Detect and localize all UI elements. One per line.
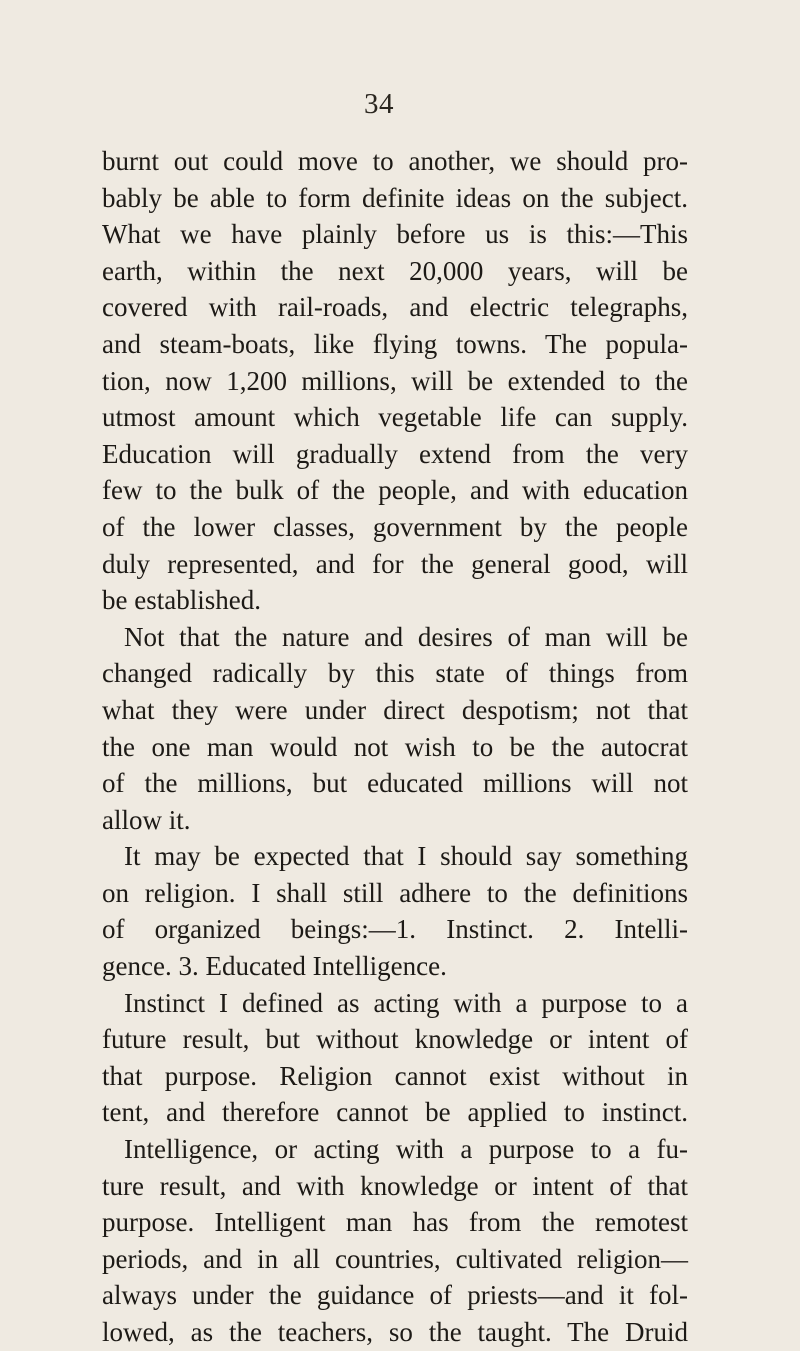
text-line: tent, and therefore cannot be applied to instinct. [102, 1097, 688, 1128]
text-line: lowed, as the teachers, so the taught. The Druid [102, 1317, 688, 1347]
text-line: be established. [102, 585, 261, 616]
text-line: duly represented, and for the general good, will [102, 548, 688, 579]
text-line: ture result, and with knowledge or intent of that [102, 1170, 688, 1201]
text-line: that purpose. Religion cannot exist without in [102, 1060, 688, 1091]
text-line: on religion. I shall still adhere to the definitions [102, 877, 688, 908]
text-line: what they were under direct despotism; not that [102, 694, 688, 725]
text-line: Not that the nature and desires of man will be [124, 621, 688, 652]
text-line: of the lower classes, government by the people [102, 511, 688, 542]
text-line: of the millions, but educated millions will not [102, 768, 688, 799]
text-line: gence. 3. Educated Intelligence. [102, 951, 447, 982]
text-line: Education will gradually extend from the very [102, 438, 688, 469]
text-line: burnt out could move to another, we should pro- [102, 146, 688, 176]
text-line: periods, and in all countries, cultivated religion— [102, 1243, 688, 1274]
text-line: It may be expected that I should say something [124, 841, 688, 872]
body-text [102, 143, 688, 1351]
text-line: What we have plainly before us is this:—This [102, 219, 688, 250]
text-line: bably be able to form definite ideas on the subject. [102, 182, 688, 213]
text-line: the one man would not wish to be the autocrat [102, 731, 688, 762]
text-line: few to the bulk of the people, and with education [102, 475, 688, 506]
text-line: purpose. Intelligent man has from the remotest [102, 1207, 688, 1238]
text-line: Instinct I defined as acting with a purpose to a [124, 987, 688, 1018]
page-number: 34 [364, 88, 394, 120]
text-line: utmost amount which vegetable life can supply. [102, 402, 688, 433]
text-line: of organized beings:—1. Instinct. 2. Intelli- [102, 914, 688, 945]
text-line: allow it. [102, 804, 191, 835]
text-line: and steam-boats, like flying towns. The popula- [102, 328, 688, 359]
text-line: always under the guidance of priests—and it fol- [102, 1280, 688, 1311]
text-line: Intelligence, or acting with a purpose to a fu- [124, 1134, 688, 1165]
text-line: tion, now 1,200 millions, will be extended to the [102, 365, 688, 396]
text-line: earth, within the next 20,000 years, will be [102, 255, 688, 286]
text-line: covered with rail-roads, and electric telegraphs, [102, 292, 688, 323]
text-line: changed radically by this state of things from [102, 658, 688, 689]
text-line: future result, but without knowledge or intent of [102, 1024, 688, 1055]
